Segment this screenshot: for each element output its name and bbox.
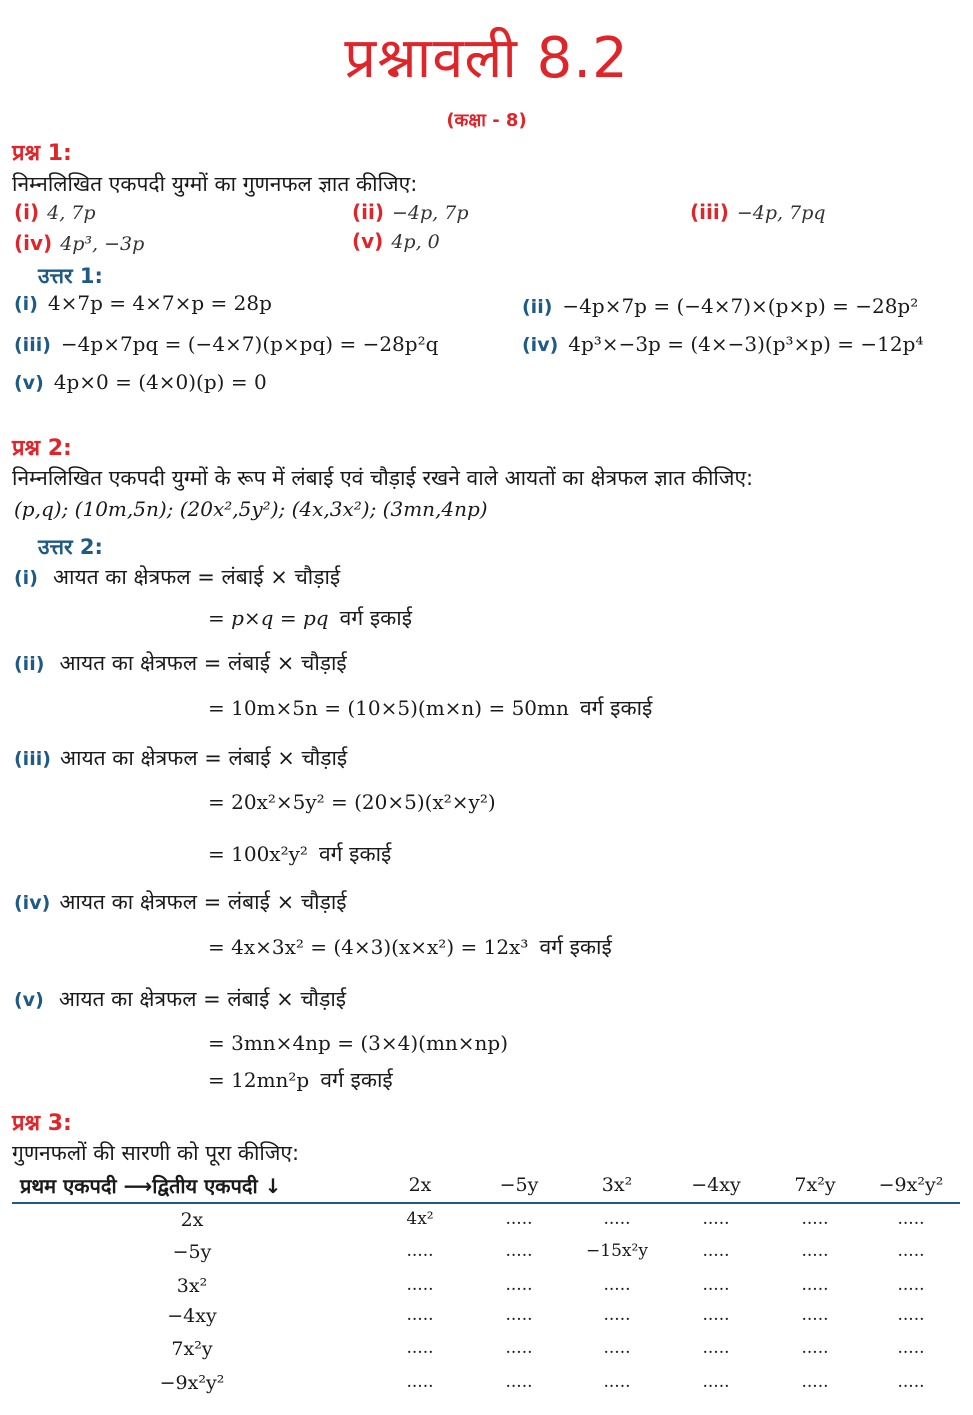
table-cell: ..... [603,1338,631,1358]
table-row-header: 3x² [176,1275,208,1297]
table-col-header: −5y [499,1174,539,1196]
q1-option-label: (v) [352,229,384,253]
q1-option-label: (iii) [690,200,729,224]
table-row [0,1275,973,1301]
area-formula: आयत का क्षेत्रफल = लंबाई × चौड़ाई [52,565,341,589]
table-cell: ..... [406,1305,434,1325]
table-cell: ..... [801,1338,829,1358]
table-corner-label: प्रथम एकपदी ⟶द्वितीय एकपदी ↓ [20,1174,282,1198]
q1-option-expr: −4p, 7pq [736,202,826,224]
q1-option-expr: 4p, 0 [391,231,440,253]
q2-part-3-line-2 [208,840,391,868]
table-cell: ..... [897,1338,925,1358]
table-cell: ..... [702,1372,730,1392]
q2-heading: प्रश्न 2: [12,436,72,461]
table-col-header: 7x²y [794,1174,836,1196]
q1-option-label: (ii) [352,200,384,224]
page-title: प्रश्नावली 8.2 [344,26,629,91]
table-cell: ..... [702,1338,730,1358]
page-subtitle: (कक्षा - 8) [446,110,527,131]
q2-part-5 [14,985,346,1013]
q2-pairs: (p,q); (10m,5n); (20x²,5y²); (4x,3x²); (3mn,4np) [14,497,488,521]
area-formula: आयत का क्षेत्रफल = लंबाई × चौड़ाई [59,651,347,675]
table-cell: ..... [406,1275,434,1295]
table-col-header: −9x²y² [878,1174,944,1196]
table-cell: ..... [801,1209,829,1229]
area-expr: = 12mn²p [208,1068,310,1092]
answer-expr: 4p×0 = (4×0)(p) = 0 [53,370,267,394]
table-cell: ..... [505,1305,533,1325]
part-label: (v) [14,989,44,1011]
answer-label: (iii) [14,334,51,356]
q1-heading: प्रश्न 1: [12,141,72,166]
q2-answer-heading: उत्तर 2: [38,535,103,559]
table-col-header: 2x [408,1174,432,1196]
table-cell: ..... [505,1241,533,1261]
table-row-header: −4xy [167,1305,217,1327]
area-expr: = 10m×5n = (10×5)(m×n) = 50mn [208,696,569,720]
part-label: (iii) [14,748,51,770]
area-formula: आयत का क्षेत्रफल = लंबाई × चौड़ाई [59,890,347,914]
table-cell: ..... [897,1275,925,1295]
answer-label: (iv) [522,334,559,356]
table-col-header: −4xy [691,1174,741,1196]
q2-part-4-line-1 [208,933,612,961]
table-row [0,1241,973,1267]
area-expr: = 3mn×4np = (3×4)(mn×np) [208,1031,509,1055]
q1-answer-heading: उत्तर 1: [38,264,103,288]
q1-option-expr: 4p³, −3p [60,233,145,255]
table-cell: ..... [505,1275,533,1295]
answer-label: (ii) [522,296,553,318]
table-row [0,1209,973,1235]
table-cell: ..... [801,1305,829,1325]
answer-label: (i) [14,293,38,315]
area-expr: = 4x×3x² = (4×3)(x×x²) = 12x³ [208,935,529,959]
table-cell: ..... [702,1275,730,1295]
table-cell: ..... [801,1275,829,1295]
q2-part-3 [14,744,347,772]
q1-answer-5 [14,370,267,394]
q2-part-1-line-1 [208,604,412,632]
area-expr: = p×q = pq [208,606,329,630]
unit-label: वर्ग इकाई [579,696,653,720]
table-row-header: 2x [180,1209,204,1231]
q2-part-4 [14,888,347,916]
q1-option-5 [352,229,440,253]
unit-label: वर्ग इकाई [339,606,413,630]
table-cell: ..... [603,1209,631,1229]
q1-option-4 [14,231,144,255]
q3-statement: गुणनफलों की सारणी को पूरा कीजिए: [12,1141,300,1165]
q3-heading: प्रश्न 3: [12,1111,72,1136]
table-row-header: −5y [172,1241,212,1263]
area-expr: = 20x²×5y² = (20×5)(x²×y²) [208,790,496,814]
table-cell: ..... [897,1305,925,1325]
table-header-rule [12,1202,960,1204]
q1-option-expr: −4p, 7p [392,202,469,224]
table-cell: ..... [505,1338,533,1358]
area-formula: आयत का क्षेत्रफल = लंबाई × चौड़ाई [58,987,347,1011]
unit-label: वर्ग इकाई [319,842,392,866]
q1-answer-1 [14,291,272,315]
table-cell: ..... [406,1338,434,1358]
table-col-header: 3x² [601,1174,633,1196]
table-cell: 4x² [406,1209,434,1229]
q1-option-label: (i) [14,200,40,224]
answer-expr: −4p×7pq = (−4×7)(p×pq) = −28p²q [60,332,439,356]
area-expr: = 100x²y² [208,842,308,866]
table-cell: ..... [702,1209,730,1229]
part-label: (ii) [14,653,45,675]
q1-option-label: (iv) [14,231,53,255]
answer-label: (v) [14,372,44,394]
q1-option-3 [690,200,826,224]
q1-answer-4 [522,332,923,356]
q2-part-5-line-2 [208,1066,393,1094]
table-row-header: −9x²y² [159,1372,225,1394]
answer-expr: 4p³×−3p = (4×−3)(p³×p) = −12p⁴ [568,332,924,356]
table-cell: ..... [897,1372,925,1392]
answer-expr: 4×7p = 4×7×p = 28p [47,291,272,315]
q1-option-1 [14,200,96,224]
q1-answer-3 [14,332,438,356]
q2-part-5-line-1 [208,1031,508,1055]
table-cell: ..... [702,1305,730,1325]
q1-option-2 [352,200,469,224]
table-cell: ..... [603,1275,631,1295]
table-cell: ..... [897,1209,925,1229]
table-row [0,1372,973,1398]
q2-statement: निम्नलिखित एकपदी युग्मों के रूप में लंबाई एवं चौड़ाई रखने वाले आयतों का क्षेत्रफल ज्ञात कीजिए: [12,466,754,490]
table-cell: ..... [801,1372,829,1392]
table-cell: ..... [406,1372,434,1392]
table-cell: ..... [603,1305,631,1325]
q2-part-3-line-1 [208,790,496,814]
table-cell: ..... [702,1241,730,1261]
part-label: (i) [14,567,38,589]
table-cell: ..... [406,1241,434,1261]
q1-answer-2 [522,294,918,318]
q2-part-2 [14,649,347,677]
table-cell: −15x²y [586,1241,648,1261]
unit-label: वर्ग इकाई [539,935,612,959]
table-cell: ..... [505,1209,533,1229]
area-formula: आयत का क्षेत्रफल = लंबाई × चौड़ाई [60,746,348,770]
q2-part-1 [14,563,340,591]
q1-option-expr: 4, 7p [47,202,96,224]
q2-part-2-line-1 [208,694,652,722]
table-row [0,1338,973,1364]
answer-expr: −4p×7p = (−4×7)×(p×p) = −28p² [562,294,919,318]
part-label: (iv) [14,892,51,914]
table-cell: ..... [897,1241,925,1261]
unit-label: वर्ग इकाई [320,1068,393,1092]
table-row [0,1305,973,1331]
q1-statement: निम्नलिखित एकपदी युग्मों का गुणनफल ज्ञात कीजिए: [12,172,418,196]
table-row-header: 7x²y [171,1338,213,1360]
table-cell: ..... [603,1372,631,1392]
table-cell: ..... [801,1241,829,1261]
table-cell: ..... [505,1372,533,1392]
